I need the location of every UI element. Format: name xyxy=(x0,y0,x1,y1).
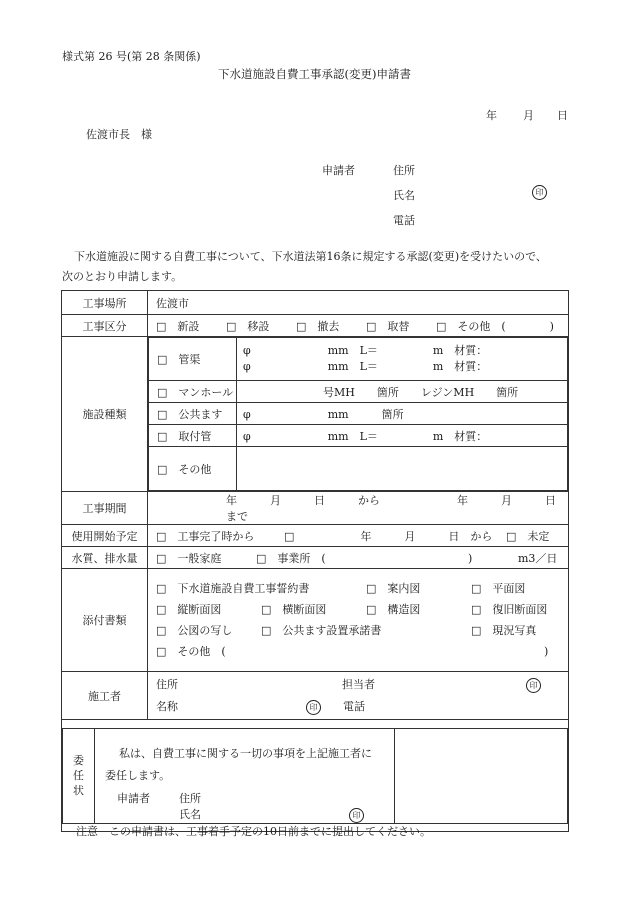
water-household-checkbox[interactable]: □ 一般家庭 xyxy=(156,551,222,565)
facility-other-value[interactable] xyxy=(237,447,568,491)
form-title: 下水道施設自費工事承認(変更)申請書 xyxy=(218,67,411,81)
attach-plan-checkbox[interactable]: □ 平面図 xyxy=(471,582,526,595)
attach-restoration-checkbox[interactable]: □ 復旧断面図 xyxy=(471,603,548,616)
footer-note: 注意 この申請書は、工事着手予定の10日前までに提出してください。 xyxy=(76,825,431,838)
contractor-address-label: 住所 xyxy=(156,677,178,691)
attach-pledge-checkbox[interactable]: □ 下水道施設自費工事誓約書 xyxy=(156,582,310,595)
pipe-spec-2[interactable]: φ mm L＝ m 材質： xyxy=(243,360,488,373)
site-value[interactable]: 佐渡市 xyxy=(148,291,569,315)
row-attachments xyxy=(62,569,569,672)
water-business-checkbox[interactable]: □ 事業所 ( xyxy=(256,551,326,565)
form-number: 様式第 26 号(第 28 条関係) xyxy=(62,50,201,63)
site-label: 工事場所 xyxy=(62,291,148,315)
delegation-subtable xyxy=(62,728,568,824)
kind-move-checkbox[interactable]: □ 移設 xyxy=(226,319,270,333)
row-period xyxy=(62,492,569,525)
lateral-spec[interactable]: φ mm L＝ m 材質： xyxy=(237,425,568,447)
attach-label: 添付書類 xyxy=(62,569,148,672)
applicant-phone-label: 電話 xyxy=(393,214,415,227)
delegation-address-label: 住所 xyxy=(179,791,201,805)
applicant-label: 申請者 xyxy=(322,164,355,177)
period-value[interactable]: 年 月 日 から 年 月 日 まで xyxy=(148,492,569,525)
contractor-label: 施工者 xyxy=(62,672,148,720)
delegation-text-1: 私は、自費工事に関する一切の事項を上記施工者に xyxy=(119,746,372,760)
water-label: 水質、排水量 xyxy=(62,547,148,569)
delegation-blank xyxy=(395,728,568,823)
contractor-name-label: 名称 xyxy=(156,699,178,713)
start-label: 使用開始予定 xyxy=(62,525,148,547)
attach-structure-checkbox[interactable]: □ 構造図 xyxy=(366,603,421,616)
intro-line-1: 下水道施設に関する自費工事について、下水道法第16条に規定する承認(変更)を受けたいので、 xyxy=(74,250,547,263)
start-on-completion-checkbox[interactable]: □ 工事完了時から xyxy=(156,529,255,543)
kind-remove-checkbox[interactable]: □ 撤去 xyxy=(296,319,340,333)
basin-spec[interactable]: φ mm 箇所 xyxy=(237,403,568,425)
kind-label: 工事区分 xyxy=(62,315,148,337)
contractor-person-label: 担当者 xyxy=(342,677,375,691)
delegation-text-2: 委任します。 xyxy=(105,768,171,782)
attach-other-close: ) xyxy=(544,645,549,658)
contractor-person-seal-icon: 印 xyxy=(526,678,541,693)
attach-photo-checkbox[interactable]: □ 現況写真 xyxy=(471,624,537,637)
water-close-paren: ) xyxy=(468,551,473,565)
row-delegation xyxy=(62,720,569,832)
attach-cadastral-checkbox[interactable]: □ 公図の写し xyxy=(156,624,233,637)
pipe-checkbox[interactable]: □ 管渠 xyxy=(149,338,237,381)
kind-replace-checkbox[interactable]: □ 取替 xyxy=(366,319,410,333)
row-water xyxy=(62,547,569,569)
row-kind xyxy=(62,315,569,337)
attach-profile-checkbox[interactable]: □ 縦断面図 xyxy=(156,603,222,616)
row-facility xyxy=(62,337,569,492)
facility-label: 施設種類 xyxy=(62,337,148,492)
pipe-spec-1[interactable]: φ mm L＝ m 材質： xyxy=(243,344,488,357)
applicant-name-label: 氏名 xyxy=(393,189,415,202)
applicant-seal-icon: 印 xyxy=(532,185,547,200)
kind-other-checkbox[interactable]: □ その他 ( ) xyxy=(436,319,554,333)
intro-line-2: 次のとおり申請します。 xyxy=(62,270,183,283)
addressee: 佐渡市長 様 xyxy=(86,128,152,141)
attach-consent-checkbox[interactable]: □ 公共ます設置承諾書 xyxy=(261,624,382,637)
date-day: 日 xyxy=(557,109,568,122)
row-site xyxy=(62,291,569,315)
water-unit: m3／日 xyxy=(518,551,558,565)
manhole-spec[interactable]: 号MH 箇所 レジンMH 箇所 xyxy=(237,381,568,403)
delegation-applicant-label: 申請者 xyxy=(117,791,150,805)
delegation-label: 委 任 状 xyxy=(63,728,95,823)
delegation-seal-icon: 印 xyxy=(349,808,364,823)
facility-other-checkbox[interactable]: □ その他 xyxy=(149,447,237,491)
start-undecided-checkbox[interactable]: □ 未定 xyxy=(506,529,550,543)
applicant-address-label: 住所 xyxy=(393,164,415,177)
contractor-phone-label: 電話 xyxy=(343,699,365,713)
start-date-checkbox[interactable]: □ 年 月 日 から xyxy=(284,529,493,543)
kind-new-checkbox[interactable]: □ 新設 xyxy=(156,319,200,333)
delegation-name-label: 氏名 xyxy=(179,807,201,821)
manhole-checkbox[interactable]: □ マンホール xyxy=(149,381,237,403)
facility-subtable xyxy=(148,337,568,491)
attach-cross-section-checkbox[interactable]: □ 横断面図 xyxy=(261,603,327,616)
date-month: 月 xyxy=(523,109,534,122)
attach-other-checkbox[interactable]: □ その他 ( xyxy=(156,645,226,658)
period-label: 工事期間 xyxy=(62,492,148,525)
date-year: 年 xyxy=(486,109,497,122)
basin-checkbox[interactable]: □ 公共ます xyxy=(149,403,237,425)
attach-guide-map-checkbox[interactable]: □ 案内図 xyxy=(366,582,421,595)
row-contractor xyxy=(62,672,569,720)
lateral-checkbox[interactable]: □ 取付管 xyxy=(149,425,237,447)
row-start xyxy=(62,525,569,547)
application-form-table xyxy=(61,290,589,832)
contractor-name-seal-icon: 印 xyxy=(306,700,321,715)
